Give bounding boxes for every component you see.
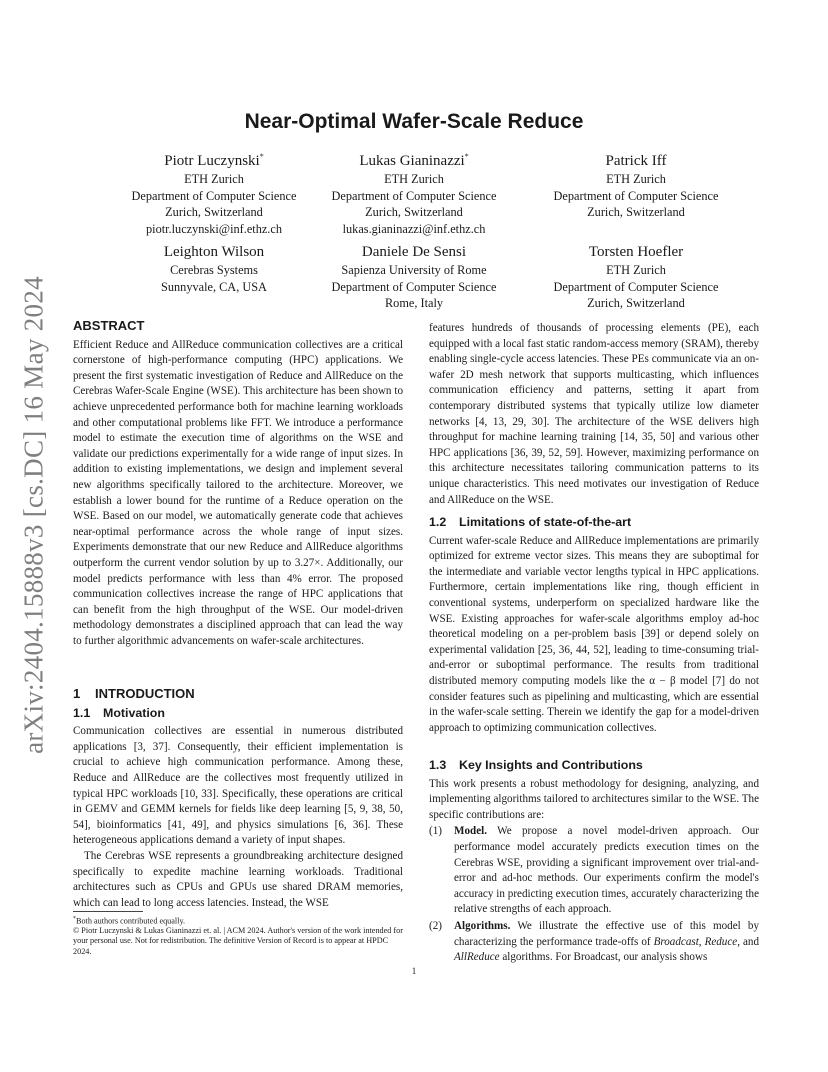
author-affil: Zurich, Switzerland <box>587 205 685 219</box>
list-item-title: Model. <box>454 825 487 838</box>
subsection-title: Motivation <box>103 705 165 720</box>
paper-title: Near-Optimal Wafer-Scale Reduce <box>244 110 584 133</box>
abstract-heading: ABSTRACT <box>73 318 145 333</box>
author-affil: Zurich, Switzerland <box>365 205 463 219</box>
left-column <box>73 318 403 649</box>
subsection-heading <box>73 706 403 722</box>
list-item-title: Algorithms. <box>454 919 511 932</box>
author-block <box>294 242 534 312</box>
paragraph: Current wafer-scale Reduce and AllReduce implementations are primarily optimized for extreme vector sizes. This means they are suboptimal for the intermediate and variable vector lengths typical in HPC applications. Furthermore, certain implementations like ring, though efficient in conventional systems, underperform on specialized hardware like the WSE. Existing approaches for wafer-scale algorithms employ ad-hoc theoretical modeling on a per-problem basis [39] or depend solely on experimental validation [25, 36, 44, 52], leading to time-consuming trial-and-error or suboptimal performance. The results from traditional distributed memory computing models like the α − β model [7] do not consider features such as pipelining and multicasting, which are essential in the wafer-scale setting. Therein we identify the gap for a model-driven approach to optimizing communication collectives. <box>429 534 759 734</box>
footnote-text: Both authors contributed equally. <box>76 916 186 926</box>
section-number: 1 <box>73 686 81 701</box>
paragraph: features hundreds of thousands of processing elements (PE), each equipped with a local fast static random-access memory (SRAM), thereby enabling single-cycle access latencies. These PEs communicate via an on-wafer 2D mesh network that supports multicasting, which influences communication efficiency and patterns, setting it apart from contemporary distributed systems that typically utilize low diameter networks [4, 13, 29, 30]. The architecture of the WSE delivers high throughput for machine learning training [14, 35, 50] and various other HPC applications [36, 39, 52, 59]. However, maximizing performance on this architecture necessitates tailoring communication patterns to its unique characteristics. This need motivates our investigation of Reduce and AllReduce on the WSE. <box>429 322 759 506</box>
subsection-heading <box>429 758 759 774</box>
list-item-text: We illustrate the effective use of this model by characterizing the performance trade-offs of <box>454 919 759 948</box>
subsection-number: 1.3 <box>429 758 447 772</box>
author-affil: Department of Computer Science <box>331 279 497 294</box>
author-name: Lukas Gianinazzi <box>359 153 465 169</box>
author-block <box>294 147 534 237</box>
author-name: Leighton Wilson <box>163 244 265 260</box>
list-item <box>429 824 759 918</box>
author-affil: Department of Computer Science <box>131 188 297 203</box>
subsection-title: Limitations of state-of-the-art <box>459 515 632 529</box>
limitations-section <box>429 515 759 736</box>
author-affil: ETH Zurich <box>384 172 444 186</box>
section-title: INTRODUCTION <box>95 686 195 701</box>
subsection-heading <box>429 515 759 531</box>
paragraph: The Cerebras WSE represents a groundbreaking architecture designed specifically to expedite machine learning workloads. Traditional architectures such as CPUs and GPUs use shared DRAM memories, which can lead to long access latencies. Instead, the WSE <box>73 849 403 909</box>
author-email: piotr.luczynski@inf.ethz.ch <box>146 221 282 236</box>
author-name: Piotr Luczynski <box>164 153 260 169</box>
right-column <box>429 321 759 508</box>
author-affil: Department of Computer Science <box>553 188 719 203</box>
list-label: (1) <box>429 825 442 838</box>
list-item <box>429 919 759 966</box>
author-affil: ETH Zurich <box>184 172 244 186</box>
author-affil: Rome, Italy <box>384 296 444 310</box>
author-affil: Department of Computer Science <box>553 279 719 294</box>
subsection-number: 1.2 <box>429 515 447 529</box>
list-item-text: algorithms. For Broadcast, our analysis shows <box>499 951 708 964</box>
arxiv-stamp <box>14 270 54 760</box>
arxiv-id: arXiv:2404.15888v3 [cs.DC] 16 May 2024 <box>18 276 49 754</box>
emphasis: Reduce <box>704 935 738 948</box>
emphasis: Broadcast <box>653 935 699 948</box>
author-block <box>516 147 756 221</box>
author-affil: Cerebras Systems <box>170 263 258 277</box>
author-affil: Sapienza University of Rome <box>341 263 487 277</box>
author-affil: Zurich, Switzerland <box>587 296 685 310</box>
list-label: (2) <box>429 919 442 932</box>
author-name: Patrick Iff <box>605 153 667 169</box>
list-item-text: We propose a novel model-driven approach. Our performance model accurately predicts execution times on the Cerebras WSE, providing a significant improvement over trial-and-error and ad-hoc methods. Our experiments confirm the model's accuracy in predicting execution times, accurately characterizing the relative strengths of each approach. <box>454 825 759 916</box>
emphasis: AllReduce <box>454 951 500 964</box>
footnote-rule <box>73 911 143 912</box>
paragraph: This work presents a robust methodology for designing, analyzing, and implementing algorithms tailored to architectures similar to the WSE. The specific contributions are: <box>429 777 759 821</box>
subsection-title: Key Insights and Contributions <box>459 758 643 772</box>
list-item-text: , and <box>737 935 760 948</box>
author-name: Torsten Hoefler <box>588 244 684 260</box>
intro-column <box>73 686 403 911</box>
abstract-text: Efficient Reduce and AllReduce communication collectives are a critical cornerstone of high-performance computing (HPC) applications. We present the first systematic investigation of Reduce and AllReduce on the Cerebras Wafer-Scale Engine (WSE). This architecture has been shown to achieve unprecedented performance both for machine learning workloads and other computational problems like FFT. We introduce a performance model to estimate the execution time of algorithms on the WSE and validate our predictions experimentally for a wide range of input sizes. In addition to existing implementations, we design and implement several new algorithms specifically tailored to the architecture. Moreover, we establish a lower bound for the runtime of a Reduce operation on the WSE. Based on our model, we automatically generate code that achieves near-optimal performance across the whole range of input sizes. Experiments demonstrate that our new Reduce and AllReduce algorithms outperform the current vendor solution by up to 3.27×. Additionally, our model predicts performance with less than 4% error. The proposed communication collectives increase the range of HPC applications that can benefit from the high throughput of the WSE. Our model-driven methodology demonstrates a disciplined approach that can lead the way to further algorithmic advancements on wafer-scale architectures. <box>73 338 403 647</box>
list-item-text: , <box>698 935 705 948</box>
author-mark: * <box>464 152 469 161</box>
contributions-section <box>429 758 759 966</box>
author-affil: Zurich, Switzerland <box>165 205 263 219</box>
copyright-note: © Piotr Luczynski & Lukas Gianinazzi et. al. | ACM 2024. Author's version of the work intended for your personal use. Not for redistribution. The definitive Version of Record is to appear at HPDC 2024. <box>73 926 403 956</box>
author-affil: Sunnyvale, CA, USA <box>161 279 267 294</box>
page-number: 1 <box>411 966 417 976</box>
author-email: lukas.gianinazzi@inf.ethz.ch <box>342 221 486 236</box>
author-affil: Department of Computer Science <box>331 188 497 203</box>
author-mark: * <box>259 152 264 161</box>
author-affil: ETH Zurich <box>606 263 666 277</box>
section-heading <box>73 686 403 702</box>
author-name: Daniele De Sensi <box>361 244 467 260</box>
author-affil: ETH Zurich <box>606 172 666 186</box>
author-block <box>516 242 756 312</box>
subsection-number: 1.1 <box>73 705 91 720</box>
paragraph: Communication collectives are essential in numerous distributed applications [3, 37]. Consequently, their efficient implementation is crucial to achieve high communication performance. Among these, Reduce and AllReduce are the collectives most frequently utilized in typical HPC workloads [10, 33]. Specifically, these operations are critical in GEMV and GEMM kernels for fields like deep learning [5, 9, 38, 50, 54], bioinformatics [41, 49], and physics simulations [6, 36]. These heterogeneous applications demand a variety of input shapes. <box>73 725 403 847</box>
footnote-mark: * <box>73 916 76 922</box>
